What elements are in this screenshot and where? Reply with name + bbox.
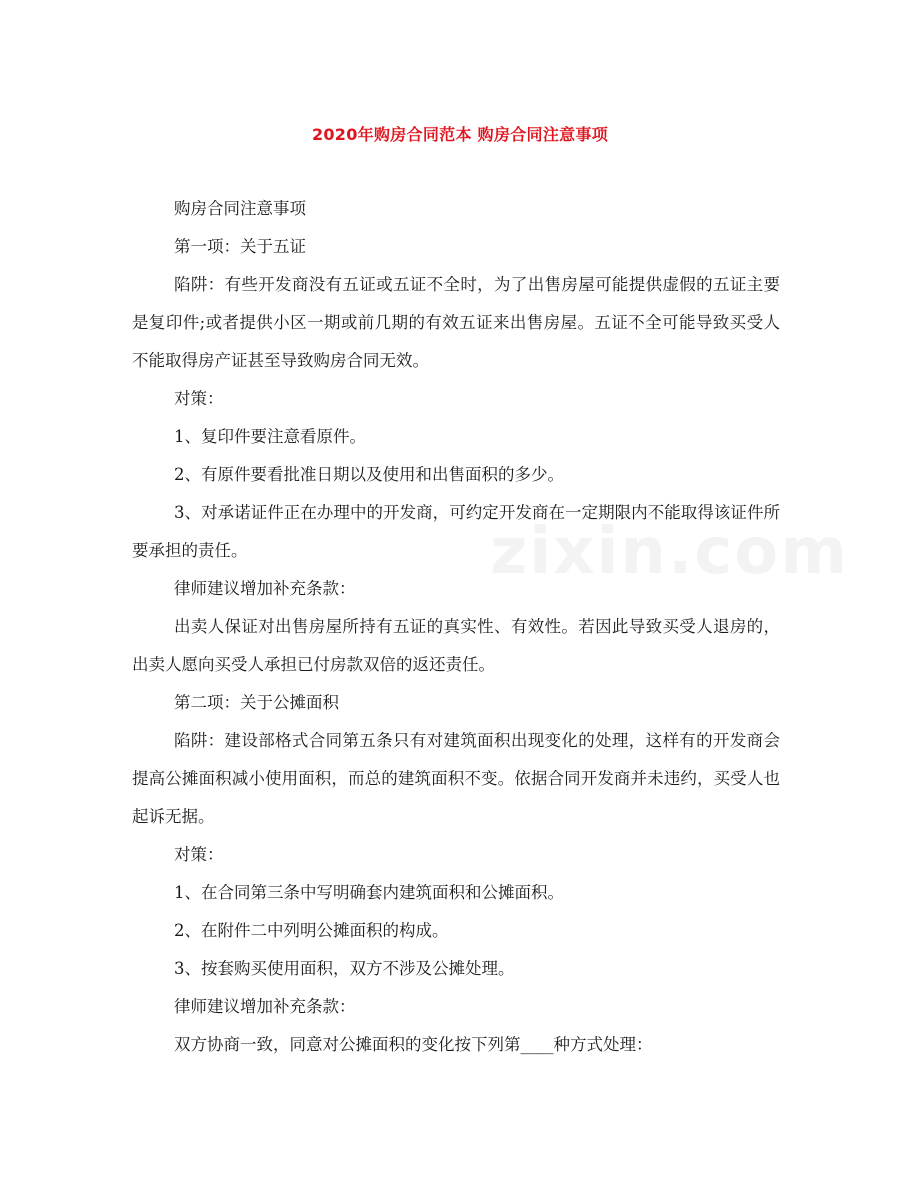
list-item: 2、有原件要看批准日期以及使用和出售面积的多少。: [174, 465, 564, 484]
paragraph-lawyer-advice-2: 律师建议增加补充条款：: [174, 997, 356, 1016]
paragraph-clause-2: 双方协商一致，同意对公摊面积的变化按下列第____种方式处理：: [174, 1035, 653, 1054]
list-item: 2、在附件二中列明公摊面积的构成。: [174, 921, 449, 940]
document-body: [132, 190, 780, 1064]
paragraph-heading: 购房合同注意事项: [174, 199, 306, 218]
paragraph-countermeasure-label-2: 对策：: [174, 845, 224, 864]
paragraph-trap-2: 陷阱：建设部格式合同第五条只有对建筑面积出现变化的处理，这样有的开发商会提高公摊面积减小使用面积，而总的建筑面积不变。依据合同开发商并未违约，买受人也起诉无据。: [132, 731, 780, 826]
list-item: 1、在合同第三条中写明确套内建筑面积和公摊面积。: [174, 883, 564, 902]
paragraph-lawyer-advice-1: 律师建议增加补充条款：: [174, 579, 356, 598]
paragraph-countermeasure-label-1: 对策：: [174, 389, 224, 408]
watermark: zixin.com: [490, 515, 849, 589]
paragraph-trap-1: 陷阱：有些开发商没有五证或五证不全时，为了出售房屋可能提供虚假的五证主要是复印件;或者提供小区一期或前几期的有效五证来出售房屋。五证不全可能导致买受人不能取得房产证甚至导致购房合同无效。: [132, 275, 780, 370]
paragraph-clause-1: 出卖人保证对出售房屋所持有五证的真实性、有效性。若因此导致买受人退房的，出卖人愿向买受人承担已付房款双倍的返还责任。: [132, 617, 780, 674]
list-item: 3、对承诺证件正在办理中的开发商，可约定开发商在一定期限内不能取得该证件所要承担的责任。: [132, 503, 780, 560]
section-heading-2: 第二项：关于公摊面积: [174, 693, 339, 712]
document-title: 2020年购房合同范本 购房合同注意事项: [311, 125, 609, 144]
list-item: 1、复印件要注意看原件。: [174, 427, 366, 446]
section-heading-1: 第一项：关于五证: [174, 237, 306, 256]
list-item: 3、按套购买使用面积，双方不涉及公摊处理。: [174, 959, 515, 978]
